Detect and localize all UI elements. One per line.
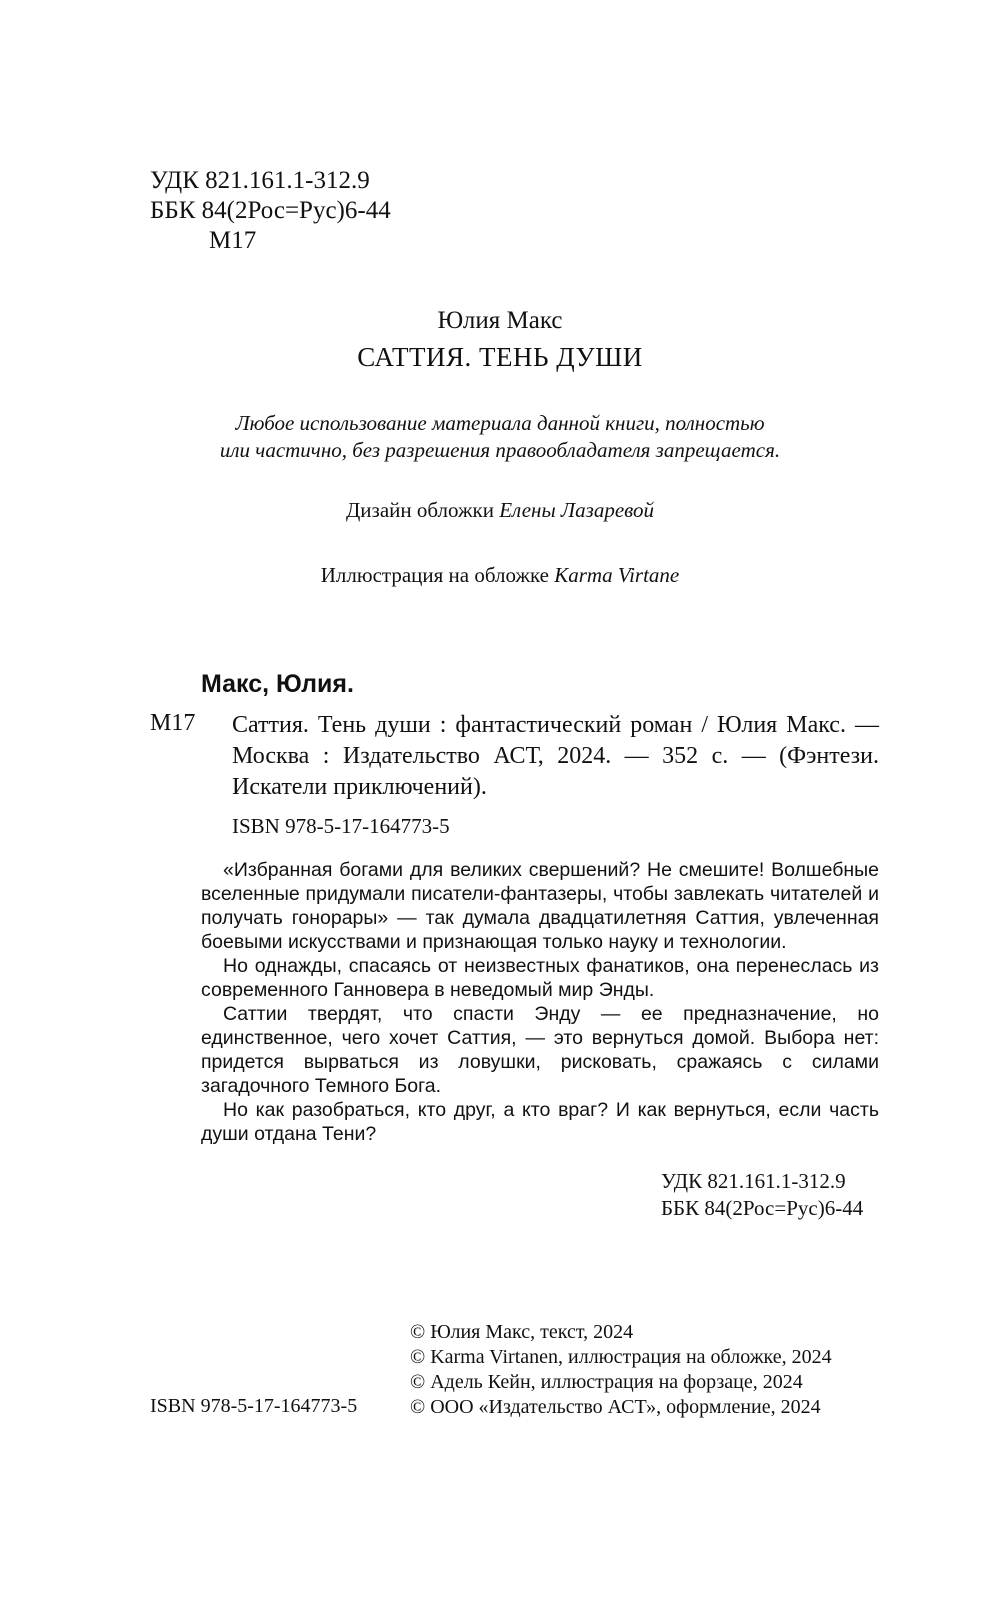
copyright-line: © ООО «Издательство АСТ», оформление, 2024 (410, 1396, 821, 1418)
book-title: САТТИЯ. ТЕНЬ ДУШИ (357, 342, 643, 372)
annotation-paragraph: «Избранная богами для великих свершений? Не смешите! Волшебные вселенные придумали писатели-фантазеры, чтобы завлекать читателей и получать гонорары» — так думала двадцатилетняя Саттия, увлеченная боевыми искусствами и признающая только науку и технологии. (201, 859, 879, 953)
notice-line-2: или частично, без разрешения правообладателя запрещается. (219, 438, 781, 462)
annotation-paragraph: Но как разобраться, кто друг, а кто враг? И как вернуться, если часть души отдана Тени? (201, 1099, 879, 1145)
classification-codes-bottom (661, 1168, 863, 1222)
copyright-line: © Юлия Макс, текст, 2024 (410, 1321, 634, 1343)
bbk-code: ББК 84(2Рос=Рус)6-44 (150, 197, 391, 224)
author-sign: М17 (209, 227, 257, 254)
copyright-line: © Адель Кейн, иллюстрация на форзаце, 2024 (410, 1371, 803, 1393)
illustrator-name: Karma Virtane (554, 563, 680, 587)
design-label: Дизайн обложки (345, 498, 494, 522)
udk-code: УДК 821.161.1-312.9 (150, 167, 370, 194)
bibliography-code: М17 (150, 710, 196, 736)
cover-illustration-credit (0, 563, 1000, 588)
classification-codes-top (150, 166, 391, 256)
udk-code-bottom: УДК 821.161.1-312.9 (661, 1169, 846, 1193)
cover-design-credit (0, 498, 1000, 523)
notice-line-1: Любое использование материала данной книги, полностью (235, 411, 765, 435)
designer-name: Елены Лазаревой (499, 498, 655, 522)
copyright-list (410, 1320, 832, 1420)
annotation (201, 858, 879, 1146)
illustration-label: Иллюстрация на обложке (320, 563, 549, 587)
copyright-line: © Karma Virtanen, иллюстрация на обложке, 2024 (410, 1346, 832, 1368)
bibliography-description: Саттия. Тень души : фантастический роман / Юлия Макс. — Москва : Издательство АСТ, 2024. — 352 с. — (Фэнтези. Искатели приключений). (232, 712, 879, 800)
bibliography-isbn: ISBN 978-5-17-164773-5 (232, 814, 450, 838)
bbk-code-bottom: ББК 84(2Рос=Рус)6-44 (661, 1196, 864, 1220)
bibliography-author: Макс, Юлия. (201, 670, 354, 698)
isbn-bottom: ISBN 978-5-17-164773-5 (150, 1395, 358, 1417)
copyright-notice (0, 410, 1000, 464)
book-author: Юлия Макс (437, 307, 563, 334)
annotation-paragraph: Но однажды, спасаясь от неизвестных фанатиков, она перенеслась из современного Ганновера в неведомый мир Энды. (201, 955, 879, 1001)
annotation-paragraph: Саттии твердят, что спасти Энду — ее предназначение, но единственное, чего хочет Саттия, — это вернуться домой. Выбора нет: придется вырваться из ловушки, рисковать, сражаясь с силами загадочного Темного Бога. (201, 1003, 879, 1097)
